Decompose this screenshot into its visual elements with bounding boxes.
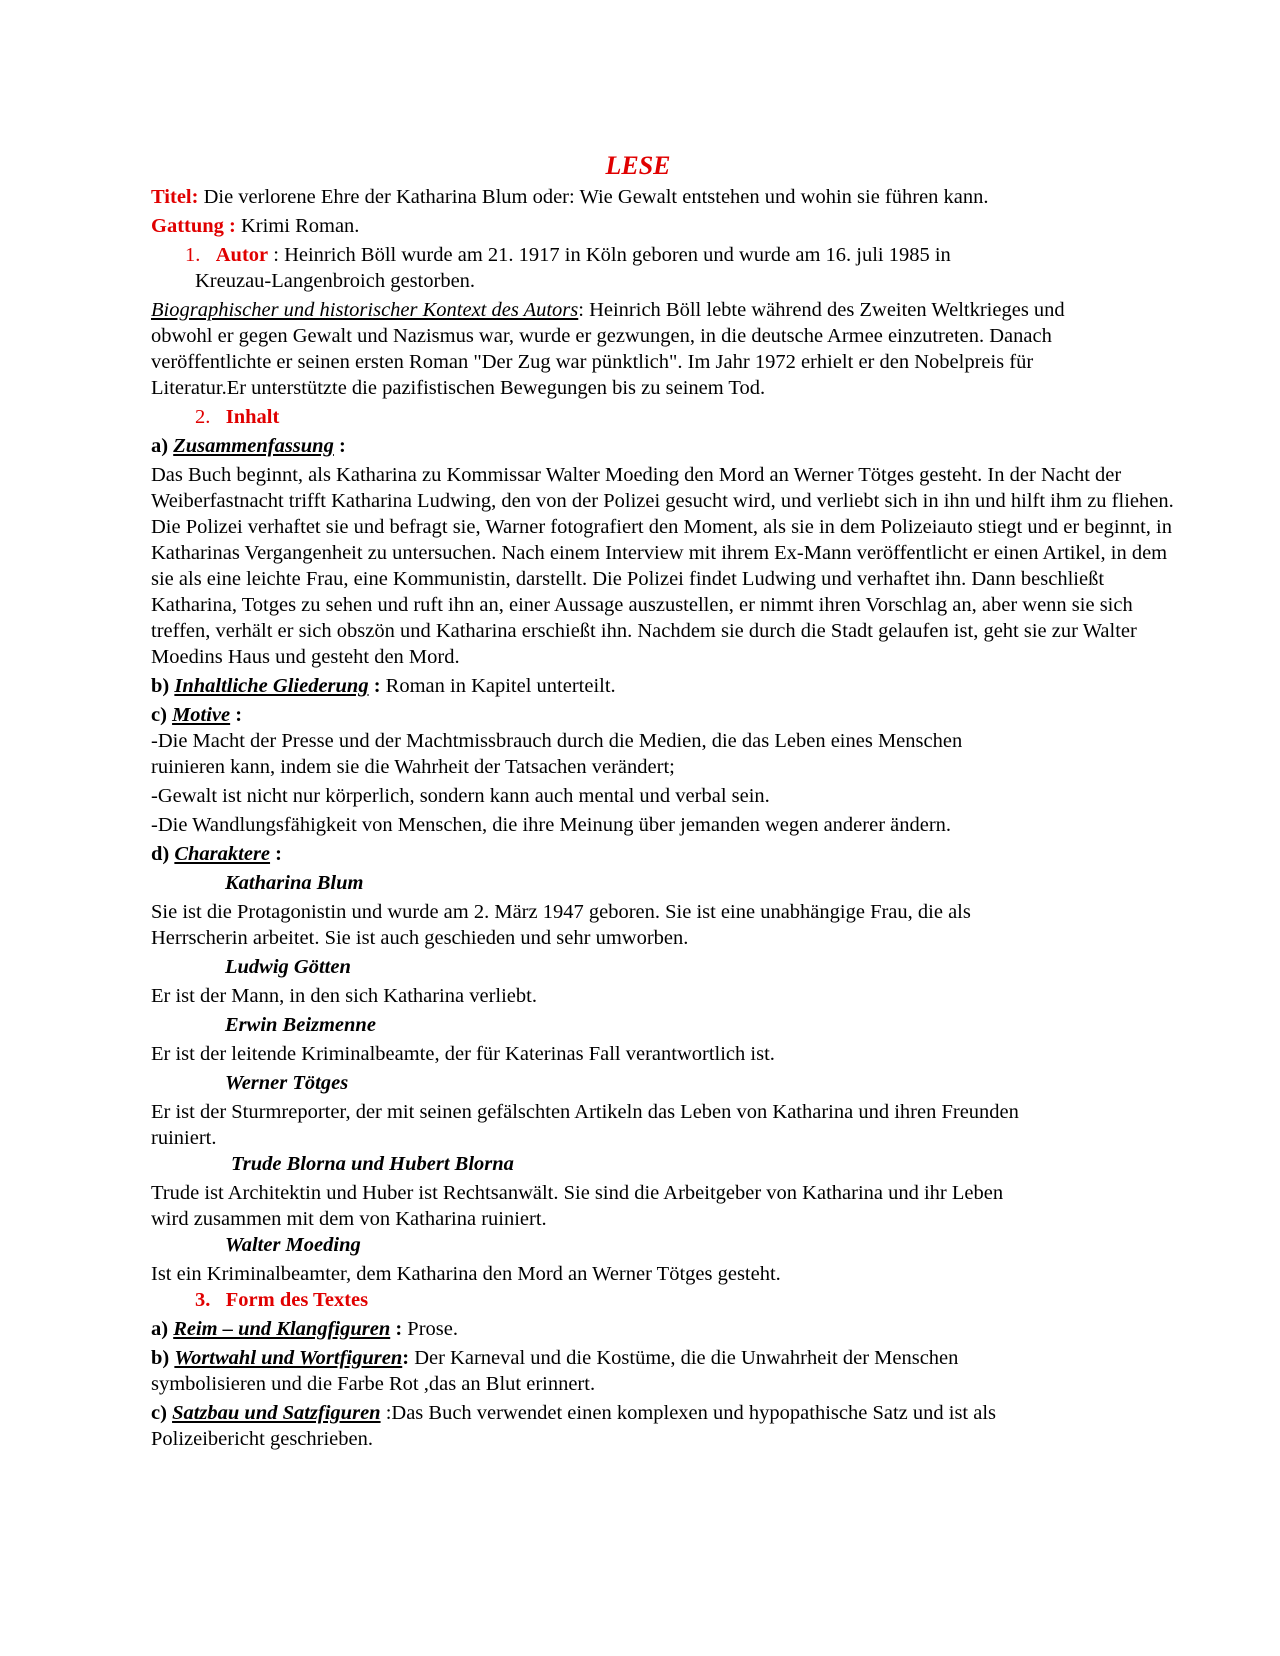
character-description: Er ist der leitende Kriminalbeamte, der für Katerinas Fall verantwortlich ist. bbox=[151, 1043, 775, 1065]
zusammenfassung-line: Das Buch beginnt, als Katharina zu Kommissar Walter Moeding den Mord an Werner Tötges gesteht. In der Nacht der bbox=[151, 464, 1122, 486]
character-description: Er ist der Mann, in den sich Katharina verliebt. bbox=[151, 985, 537, 1007]
zusammenfassung-heading bbox=[151, 433, 1280, 459]
zusammenfassung-line: sie als eine leichte Frau, eine Kommunistin, darstellt. Die Polizei findet Ludwing und verhaftet ihn. Dann beschließt bbox=[151, 568, 1105, 590]
titel-line bbox=[151, 184, 1280, 210]
wortwahl-text-1: Der Karneval und die Kostüme, die die Unwahrheit der Menschen bbox=[409, 1347, 959, 1369]
satzbau-prefix: c) bbox=[151, 1402, 173, 1424]
autor-line-2: Kreuzau-Langenbroich gestorben. bbox=[195, 270, 476, 292]
character-name: Walter Moeding bbox=[225, 1234, 361, 1256]
satzbau-line-1 bbox=[151, 1400, 1280, 1426]
motive-item-1-line-1: -Die Macht der Presse und der Machtmissbrauch durch die Medien, die das Leben eines Menschen bbox=[151, 730, 963, 752]
wortwahl-suffix: : bbox=[402, 1347, 410, 1369]
gattung-value: Krimi Roman. bbox=[235, 215, 360, 237]
kontext-line-4: Literatur.Er unterstützte die pazifistischen Bewegungen bis zu seinem Tod. bbox=[151, 377, 766, 399]
charaktere-suffix: : bbox=[270, 843, 282, 865]
wortwahl-prefix: b) bbox=[151, 1347, 175, 1369]
zusammenfassung-suffix: : bbox=[333, 435, 346, 457]
gattung-label: Gattung : bbox=[151, 215, 236, 237]
character-name: Erwin Beizmenne bbox=[225, 1014, 376, 1036]
character-name: Werner Tötges bbox=[225, 1072, 349, 1094]
charaktere-heading bbox=[151, 841, 1280, 867]
character-description: wird zusammen mit dem von Katharina ruiniert. bbox=[151, 1208, 547, 1230]
form-heading bbox=[151, 1287, 1280, 1313]
autor-line bbox=[151, 242, 1280, 268]
inhalt-heading-text: Inhalt bbox=[225, 406, 280, 428]
kontext-label: Biographischer und historischer Kontext des Autors bbox=[151, 299, 579, 321]
gliederung-prefix: b) bbox=[151, 675, 175, 697]
character-name: Trude Blorna und Hubert Blorna bbox=[231, 1153, 514, 1175]
zusammenfassung-prefix: a) bbox=[151, 435, 174, 457]
reim-suffix: : bbox=[390, 1318, 403, 1340]
zusammenfassung-line: treffen, verhält er sich obszön und Katharina erschießt ihn. Nachdem sie durch die Stadt gelaufen ist, geht sie zur Walter bbox=[151, 620, 1137, 642]
character-description: Herrscherin arbeitet. Sie ist auch geschieden und sehr umworben. bbox=[151, 927, 689, 949]
motive-suffix: : bbox=[230, 704, 243, 726]
inhalt-heading bbox=[151, 404, 1280, 430]
titel-value: Die verlorene Ehre der Katharina Blum oder: Wie Gewalt entstehen und wohin sie führen kann. bbox=[198, 186, 989, 208]
zusammenfassung-line: Katharinas Vergangenheit zu untersuchen. Nach einem Interview mit ihrem Ex-Mann veröffentlicht er einen Artikel, in dem bbox=[151, 542, 1168, 564]
titel-label: Titel: bbox=[151, 186, 199, 208]
zusammenfassung-label: Zusammenfassung bbox=[173, 435, 334, 457]
motive-item-2: -Gewalt ist nicht nur körperlich, sondern kann auch mental und verbal sein. bbox=[151, 785, 770, 807]
motive-item-3: -Die Wandlungsfähigkeit von Menschen, die ihre Meinung über jemanden wegen anderer ändern. bbox=[151, 814, 952, 836]
zusammenfassung-line: Katharina, Totges zu sehen und ruft ihn an, einer Aussage auszustellen, er nimmt ihren Vorschlag an, aber wenn sie sich bbox=[151, 594, 1133, 616]
character-description: Trude ist Architektin und Huber ist Rechtsanwält. Sie sind die Arbeitgeber von Katharina und ihr Leben bbox=[151, 1182, 1004, 1204]
zusammenfassung-line: Weiberfastnacht trifft Katharina Ludwing, den von der Polizei gesucht wird, und verliebt sich in ihn und hilft ihm zu fliehen. bbox=[151, 490, 1174, 512]
character-description: ruiniert. bbox=[151, 1127, 217, 1149]
gliederung-suffix: : bbox=[368, 675, 381, 697]
gliederung-label: Inhaltliche Gliederung bbox=[174, 675, 369, 697]
reim-prefix: a) bbox=[151, 1318, 174, 1340]
kontext-text-1: : Heinrich Böll lebte während des Zweiten Weltkrieges und bbox=[578, 299, 1065, 321]
charaktere-prefix: d) bbox=[151, 843, 175, 865]
zusammenfassung-line: Die Polizei verhaftet sie und befragt sie, Warner fotografiert den Moment, als sie in dem Polizeiauto stiegt und er beginnt, in bbox=[151, 516, 1172, 538]
character-name: Ludwig Götten bbox=[225, 956, 351, 978]
reim-label: Reim – und Klangfiguren bbox=[173, 1318, 391, 1340]
wortwahl-label: Wortwahl und Wortfiguren bbox=[174, 1347, 403, 1369]
motive-item-1-line-2: ruinieren kann, indem sie die Wahrheit der Tatsachen verändert; bbox=[151, 756, 675, 778]
character-description: Er ist der Sturmreporter, der mit seinen gefälschten Artikeln das Leben von Katharina und ihren Freunden bbox=[151, 1101, 1019, 1123]
document-page bbox=[151, 150, 1280, 1452]
satzbau-line-2: Polizeibericht geschrieben. bbox=[151, 1428, 373, 1450]
motive-heading bbox=[151, 702, 1280, 728]
form-number: 3. bbox=[195, 1289, 211, 1311]
autor-number: 1. bbox=[185, 244, 201, 266]
character-description: Ist ein Kriminalbeamter, dem Katharina den Mord an Werner Tötges gesteht. bbox=[151, 1263, 781, 1285]
autor-label: Autor bbox=[215, 244, 269, 266]
gattung-line bbox=[151, 213, 1280, 239]
document-title: LESE bbox=[605, 151, 671, 180]
zusammenfassung-body bbox=[151, 462, 1280, 670]
motive-label: Motive bbox=[172, 704, 231, 726]
kontext-line-2: obwohl er gegen Gewalt und Nazismus war, wurde er gezwungen, in die deutsche Armee einzutreten. Danach bbox=[151, 325, 1052, 347]
satzbau-text-1: :Das Buch verwendet einen komplexen und hypopathische Satz und ist als bbox=[380, 1402, 997, 1424]
reim-line bbox=[151, 1316, 1280, 1342]
charaktere-label: Charaktere bbox=[174, 843, 271, 865]
zusammenfassung-line: Moedins Haus und gesteht den Mord. bbox=[151, 646, 460, 668]
autor-text-1: : Heinrich Böll wurde am 21. 1917 in Köln geboren und wurde am 16. juli 1985 in bbox=[268, 244, 951, 266]
inhalt-number: 2. bbox=[195, 406, 211, 428]
wortwahl-line-1 bbox=[151, 1345, 1280, 1371]
gliederung-line bbox=[151, 673, 1280, 699]
motive-prefix: c) bbox=[151, 704, 173, 726]
reim-value: Prose. bbox=[402, 1318, 458, 1340]
kontext-line-1 bbox=[151, 297, 1280, 323]
wortwahl-line-2: symbolisieren und die Farbe Rot ,das an Blut erinnert. bbox=[151, 1373, 596, 1395]
form-heading-text: Form des Textes bbox=[225, 1289, 369, 1311]
satzbau-label: Satzbau und Satzfiguren bbox=[172, 1402, 381, 1424]
character-name: Katharina Blum bbox=[225, 872, 364, 894]
kontext-line-3: veröffentlichte er seinen ersten Roman "Der Zug war pünktlich". Im Jahr 1972 erhielt er den Nobelpreis für bbox=[151, 351, 1034, 373]
gliederung-value: Roman in Kapitel unterteilt. bbox=[380, 675, 616, 697]
character-description: Sie ist die Protagonistin und wurde am 2. März 1947 geboren. Sie ist eine unabhängige Frau, die als bbox=[151, 901, 971, 923]
